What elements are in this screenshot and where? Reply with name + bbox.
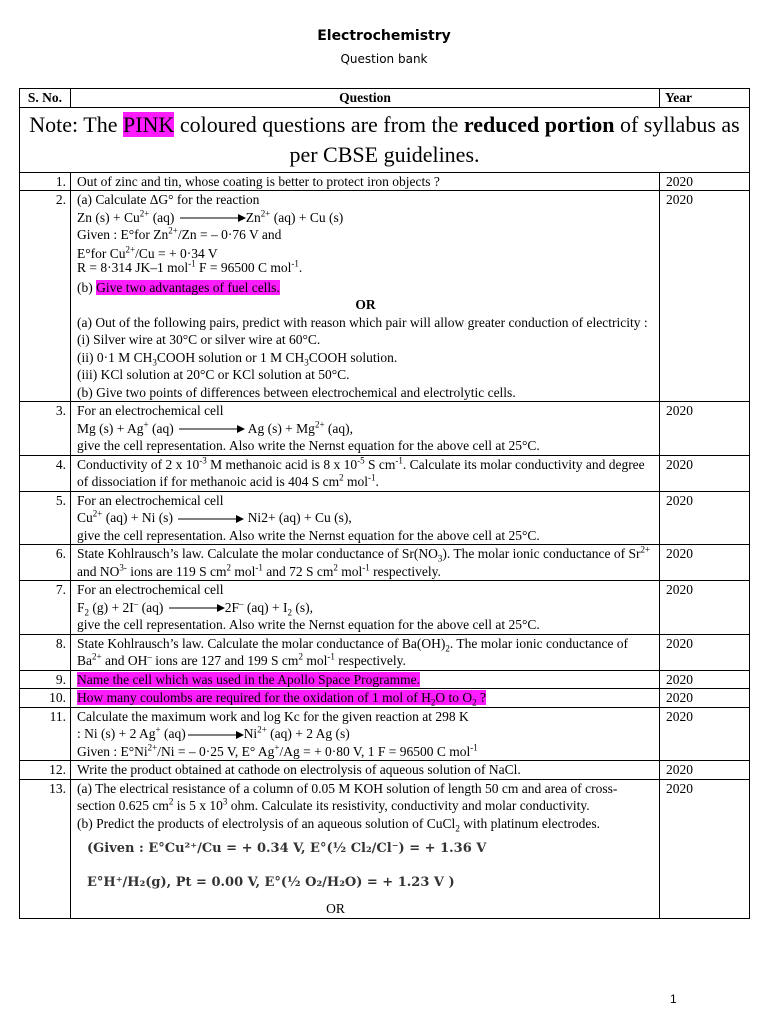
col-year-header: Year	[660, 89, 750, 108]
note-end: of syllabus as per CBSE guidelines.	[289, 111, 740, 167]
question-text	[71, 581, 660, 635]
pink-highlight: How many coulombs are required for the oxidation of 1 mol of $H_2O$ to $O_2$ ?	[77, 690, 487, 708]
table-row	[20, 689, 750, 708]
question-text: Conductivity of 2 x $10^{-3}$ M methanoic acid is 8 x $10^{-5}$ S $cm^{-1}$. Calculate its molar conductivity and degree of dissociation if for methanoic acid is 404 S $cm^2$ mol$^{-1}$.	[71, 455, 660, 491]
question-line: (a) Calculate ΔG° for the reaction	[77, 192, 260, 207]
row-year: 2020	[660, 761, 750, 780]
note-prefix: Note: The	[29, 111, 123, 137]
row-year: 2020	[660, 172, 750, 191]
reaction-arrow-icon	[177, 424, 245, 434]
row-number: 4.	[20, 455, 71, 491]
table-row	[20, 455, 750, 491]
note-pink-word: PINK	[122, 111, 175, 137]
question-line: R = 8·314 JK–1 mol$^{-1}$ F = 96500 C mol$^{-1}$.	[77, 258, 303, 275]
col-sno-header: S. No.	[20, 89, 71, 108]
question-line: give the cell representation. Also write the Nernst equation for the above cell at 25°C.	[77, 617, 540, 632]
reaction-arrow-icon	[167, 603, 225, 613]
pink-highlight: Name the cell which was used in the Apollo Space Programme.	[77, 671, 421, 687]
question-text: State Kohlrausch’s law. Calculate the molar conductance of $Ba(OH)_2$. The molar ionic conductance of $Ba^{2+}$ and OH– ions are 127 and 199 S $cm^2$ mol$^{-1}$ respectively.	[71, 634, 660, 670]
page-number: 1	[670, 992, 677, 1006]
row-number: 7.	[20, 581, 71, 635]
question-line: (b) Predict the products of electrolysis of an aqueous solution of CuCl$_2$ with platinum electrodes.	[77, 815, 601, 834]
row-year: 2020	[660, 634, 750, 670]
row-year: 2020	[660, 581, 750, 635]
question-text	[71, 779, 660, 918]
note-mid: coloured questions are from the	[174, 111, 464, 137]
table-row	[20, 491, 750, 545]
row-year: 2020	[660, 545, 750, 581]
question-text: Out of zinc and tin, whose coating is better to protect iron objects ?	[71, 172, 660, 191]
reaction-arrow-icon	[186, 730, 244, 740]
question-line: E°for $Cu^{2+}/Cu$ = + 0·34 V	[77, 244, 218, 261]
row-number: 9.	[20, 670, 71, 689]
row-year: 2020	[660, 491, 750, 545]
table-row	[20, 761, 750, 780]
row-number: 12.	[20, 761, 71, 780]
question-text	[71, 707, 660, 761]
table-row	[20, 634, 750, 670]
row-number: 1.	[20, 172, 71, 191]
question-text	[71, 402, 660, 456]
question-line: (b) Give two points of differences between electrochemical and electrolytic cells.	[77, 384, 516, 400]
question-table	[19, 88, 750, 919]
col-question-header: Question	[71, 89, 660, 108]
question-line: For an electrochemical cell	[77, 403, 224, 418]
reaction-arrow-icon	[178, 213, 246, 223]
note-row	[20, 107, 750, 172]
question-line: For an electrochemical cell	[77, 582, 224, 597]
question-line: give the cell representation. Also write the Nernst equation for the above cell at 25°C.	[77, 527, 540, 543]
row-number: 3.	[20, 402, 71, 456]
table-row	[20, 545, 750, 581]
or-separator: OR	[355, 297, 376, 312]
formula-line: E°H⁺/H₂(g), Pt = 0.00 V, E°(½ O₂/H₂O) = + 1.23 V )	[87, 875, 455, 890]
reaction-equation: $Cu^{2+}$ (aq) + Ni (s) Ni2+ (aq) + Cu (s),	[77, 508, 352, 525]
given-formula-image	[87, 832, 654, 900]
question-line: Given : E°for $Zn^{2+}/Zn$ = – 0·76 V and	[77, 225, 282, 242]
document-subtitle: Question bank	[340, 52, 428, 66]
row-number: 6.	[20, 545, 71, 581]
table-row	[20, 172, 750, 191]
row-year: 2020	[660, 689, 750, 708]
reaction-equation: Zn $(s) + Cu^{2+}$ (aq) $Zn^{2+}$ (aq) + Cu (s)	[77, 208, 344, 225]
row-number: 13.	[20, 779, 71, 918]
question-text: Write the product obtained at cathode on electrolysis of aqueous solution of NaCl.	[71, 761, 660, 780]
row-year: 2020	[660, 191, 750, 402]
row-year: 2020	[660, 779, 750, 918]
document-title: Electrochemistry	[317, 28, 451, 44]
row-year: 2020	[660, 670, 750, 689]
question-line: (i) Silver wire at 30°C or silver wire at 60°C.	[77, 332, 321, 347]
note-bold: reduced portion	[463, 111, 615, 137]
table-row	[20, 670, 750, 689]
pink-highlight: Give two advantages of fuel cells.	[96, 279, 280, 295]
question-line: For an electrochemical cell	[77, 492, 224, 508]
or-separator: OR	[326, 901, 345, 916]
question-text	[71, 191, 660, 402]
table-row	[20, 402, 750, 456]
question-line: Calculate the maximum work and log Kc for the given reaction at 298 K	[77, 708, 469, 724]
row-year: 2020	[660, 402, 750, 456]
reaction-equation: $F_2$ (g) + 2I– (aq) 2F– $(aq) + I_2$ (s),	[77, 598, 313, 618]
table-row	[20, 779, 750, 918]
question-line: Given : $E^\circ Ni^{2+}/Ni$ = – 0·25 V, E° Ag+/Ag = + 0·80 V, 1 F = 96500 C mol$^{-1}$	[77, 742, 478, 759]
question-line: (b) Give two advantages of fuel cells.	[77, 279, 280, 295]
reaction-arrow-icon	[176, 514, 244, 524]
question-text	[71, 670, 660, 689]
row-year: 2020	[660, 707, 750, 761]
row-number: 8.	[20, 634, 71, 670]
reaction-equation: : Ni (s) + 2 Ag+ (aq) $Ni^{2+}$ (aq) + 2 Ag (s)	[77, 724, 350, 741]
table-row	[20, 191, 750, 402]
question-line: (ii) 0·1 M $CH_3COOH$ solution or 1 M $CH_3COOH$ solution.	[77, 349, 398, 368]
question-text: State Kohlrausch’s law. Calculate the molar conductance of $Sr(NO_3)$. The molar ionic conductance of $Sr^{2+}$ and $NO^{3-}$ ions are 119 S $cm^2$ mol$^{-1}$ and 72 S $cm^2$ mol$^{-1}$ respectively.	[71, 545, 660, 581]
question-line: (iii) KCl solution at 20°C or KCl solution at 50°C.	[77, 367, 350, 382]
question-line: give the cell representation. Also write the Nernst equation for the above cell at 25°C.	[77, 438, 540, 453]
row-number: 5.	[20, 491, 71, 545]
note-text	[20, 107, 750, 172]
formula-line: (Given : E°Cu²⁺/Cu = + 0.34 V, E°(½ Cl₂/Cl⁻) = + 1.36 V	[87, 841, 487, 856]
question-text	[71, 689, 660, 708]
row-number: 2.	[20, 191, 71, 402]
question-line: (a) The electrical resistance of a column of 0.05 M KOH solution of length 50 cm and area of cross-section 0.625 $cm^2$ is 5 x $10^3$ ohm. Calculate its resistivity, conductivity and molar conductivity.	[77, 780, 618, 813]
question-text	[71, 491, 660, 545]
row-number: 11.	[20, 707, 71, 761]
row-year: 2020	[660, 455, 750, 491]
question-line: (a) Out of the following pairs, predict with reason which pair will allow greater conduction of electricity :	[77, 314, 648, 330]
table-row	[20, 707, 750, 761]
table-header-row	[20, 89, 750, 108]
table-row	[20, 581, 750, 635]
reaction-equation: Mg (s) + Ag+ (aq) Ag $(s) + Mg^{2+}$ (aq),	[77, 419, 353, 436]
row-number: 10.	[20, 689, 71, 708]
